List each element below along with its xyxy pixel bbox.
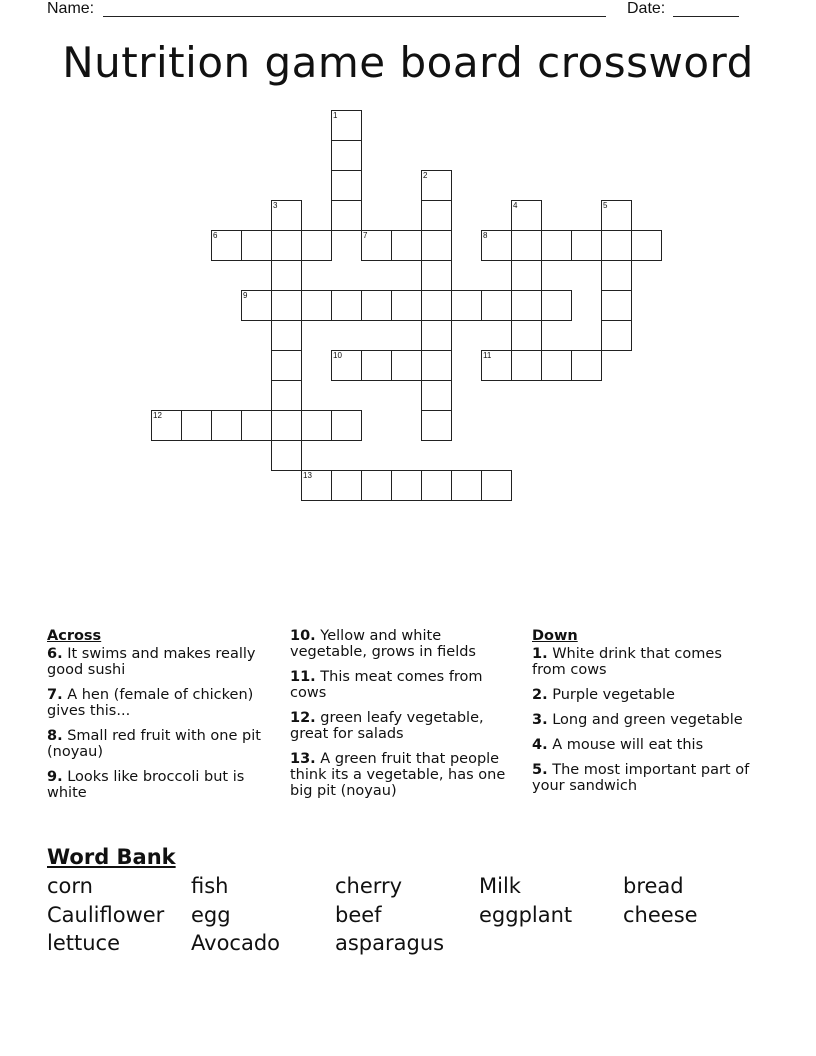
grid-cell[interactable] [571,230,602,261]
grid-cell[interactable] [391,230,422,261]
word-bank-word: cheese [623,902,698,927]
grid-cell[interactable] [451,290,482,321]
grid-cell[interactable] [421,260,452,291]
clue-number: 2 [423,171,428,180]
clue-number: 10 [333,351,342,360]
grid-cell[interactable] [271,320,302,351]
word-bank-word: egg [191,902,231,927]
clues-across-col2 [290,628,522,808]
word-bank-word: Cauliflower [47,902,165,927]
grid-cell[interactable] [511,290,542,321]
grid-cell[interactable] [511,320,542,351]
clue-across-11: 11. This meat comes from cows [290,669,483,701]
word-bank-word: corn [47,874,93,898]
clue-number: 7 [363,231,368,240]
grid-cell[interactable] [421,410,452,441]
word-bank-word: Milk [479,874,521,898]
grid-cell[interactable] [331,140,362,171]
clue-number: 1 [333,111,338,120]
down-heading: Down [532,628,578,644]
grid-cell[interactable] [241,230,272,261]
clue-down-5: 5. The most important part of your sandwich [532,762,750,794]
grid-cell[interactable] [481,470,512,501]
word-bank-word: eggplant [479,902,573,927]
clue-number: 3 [273,201,278,210]
grid-cell[interactable] [541,230,572,261]
grid-cell[interactable] [601,320,632,351]
word-bank-title: Word Bank [47,845,176,869]
grid-cell[interactable] [331,110,362,141]
clue-number: 12 [153,411,162,420]
grid-cell[interactable] [421,470,452,501]
date-label: Date: [627,0,666,17]
grid-cell[interactable] [361,230,392,261]
grid-cell[interactable] [331,470,362,501]
grid-cell[interactable] [271,380,302,411]
grid-cell[interactable] [331,200,362,231]
grid-cell[interactable] [391,290,422,321]
grid-cell[interactable] [301,410,332,441]
grid-cell[interactable] [361,350,392,381]
grid-cell[interactable] [421,350,452,381]
clue-number: 8 [483,231,488,240]
grid-cell[interactable] [421,170,452,201]
grid-cell[interactable] [481,290,512,321]
name-label: Name: [47,0,95,17]
grid-cell[interactable] [481,230,512,261]
grid-cell[interactable] [271,290,302,321]
grid-cell[interactable] [331,410,362,441]
clues-down [532,628,757,803]
clue-down-3: 3. Long and green vegetable [532,712,743,728]
grid-cell[interactable] [271,410,302,441]
grid-cell[interactable] [271,440,302,471]
grid-cell[interactable] [421,320,452,351]
clue-number: 6 [213,231,218,240]
grid-cell[interactable] [541,350,572,381]
grid-cell[interactable] [211,410,242,441]
grid-cell[interactable] [421,230,452,261]
across-heading: Across [47,628,102,644]
word-bank-word: beef [335,902,382,927]
grid-cell[interactable] [361,290,392,321]
clue-down-1: 1. White drink that comes from cows [532,646,722,678]
grid-cell[interactable] [391,350,422,381]
grid-cell[interactable] [601,290,632,321]
grid-cell[interactable] [331,350,362,381]
grid-cell[interactable] [631,230,662,261]
clue-across-13: 13. A green fruit that people think its a vegetable, has one big pit (noyau) [290,751,506,799]
grid-cell[interactable] [601,260,632,291]
grid-cell[interactable] [571,350,602,381]
clue-across-6: 6. It swims and makes really good sushi [47,646,256,678]
clue-number: 11 [483,351,492,360]
clue-across-8: 8. Small red fruit with one pit (noyau) [47,728,261,760]
grid-cell[interactable] [451,470,482,501]
grid-cell[interactable] [421,290,452,321]
grid-cell[interactable] [331,290,362,321]
grid-cell[interactable] [541,290,572,321]
grid-cell[interactable] [361,470,392,501]
grid-cell[interactable] [601,200,632,231]
clue-number: 5 [603,201,608,210]
grid-cell[interactable] [421,380,452,411]
word-bank-word: cherry [335,874,403,898]
word-bank-word: fish [191,874,229,898]
word-bank-word: bread [623,874,684,898]
clue-across-10: 10. Yellow and white vegetable, grows in fields [290,628,476,660]
grid-cell[interactable] [271,230,302,261]
clue-across-9: 9. Looks like broccoli but is white [47,769,245,801]
grid-cell[interactable] [301,290,332,321]
grid-cell[interactable] [511,230,542,261]
clue-across-12: 12. green leafy vegetable, great for salads [290,710,484,742]
grid-cell[interactable] [271,200,302,231]
grid-cell[interactable] [481,350,512,381]
clues-across-col1 [47,628,272,810]
grid-cell[interactable] [271,260,302,291]
clue-across-7: 7. A hen (female of chicken) gives this... [47,687,254,719]
clue-down-4: 4. A mouse will eat this [532,737,704,753]
clue-number: 4 [513,201,518,210]
grid-cell[interactable] [241,410,272,441]
page-title: Nutrition game board crossword [62,38,754,87]
word-bank-word: Avocado [191,931,281,955]
crossword-grid [0,0,816,520]
grid-cell[interactable] [151,410,182,441]
grid-cell[interactable] [511,200,542,231]
clue-number: 9 [243,291,248,300]
grid-cell[interactable] [331,170,362,201]
grid-cell[interactable] [241,290,272,321]
clue-number: 13 [303,471,312,480]
grid-cell[interactable] [391,470,422,501]
grid-cell[interactable] [601,230,632,261]
word-bank-word: lettuce [47,931,120,955]
grid-cell[interactable] [271,350,302,381]
clue-down-2: 2. Purple vegetable [532,687,675,703]
grid-cell[interactable] [181,410,212,441]
grid-cell[interactable] [511,260,542,291]
grid-cell[interactable] [211,230,242,261]
grid-cell[interactable] [301,230,332,261]
grid-cell[interactable] [301,470,332,501]
word-bank-word: asparagus [335,931,445,955]
grid-cell[interactable] [421,200,452,231]
grid-cell[interactable] [511,350,542,381]
